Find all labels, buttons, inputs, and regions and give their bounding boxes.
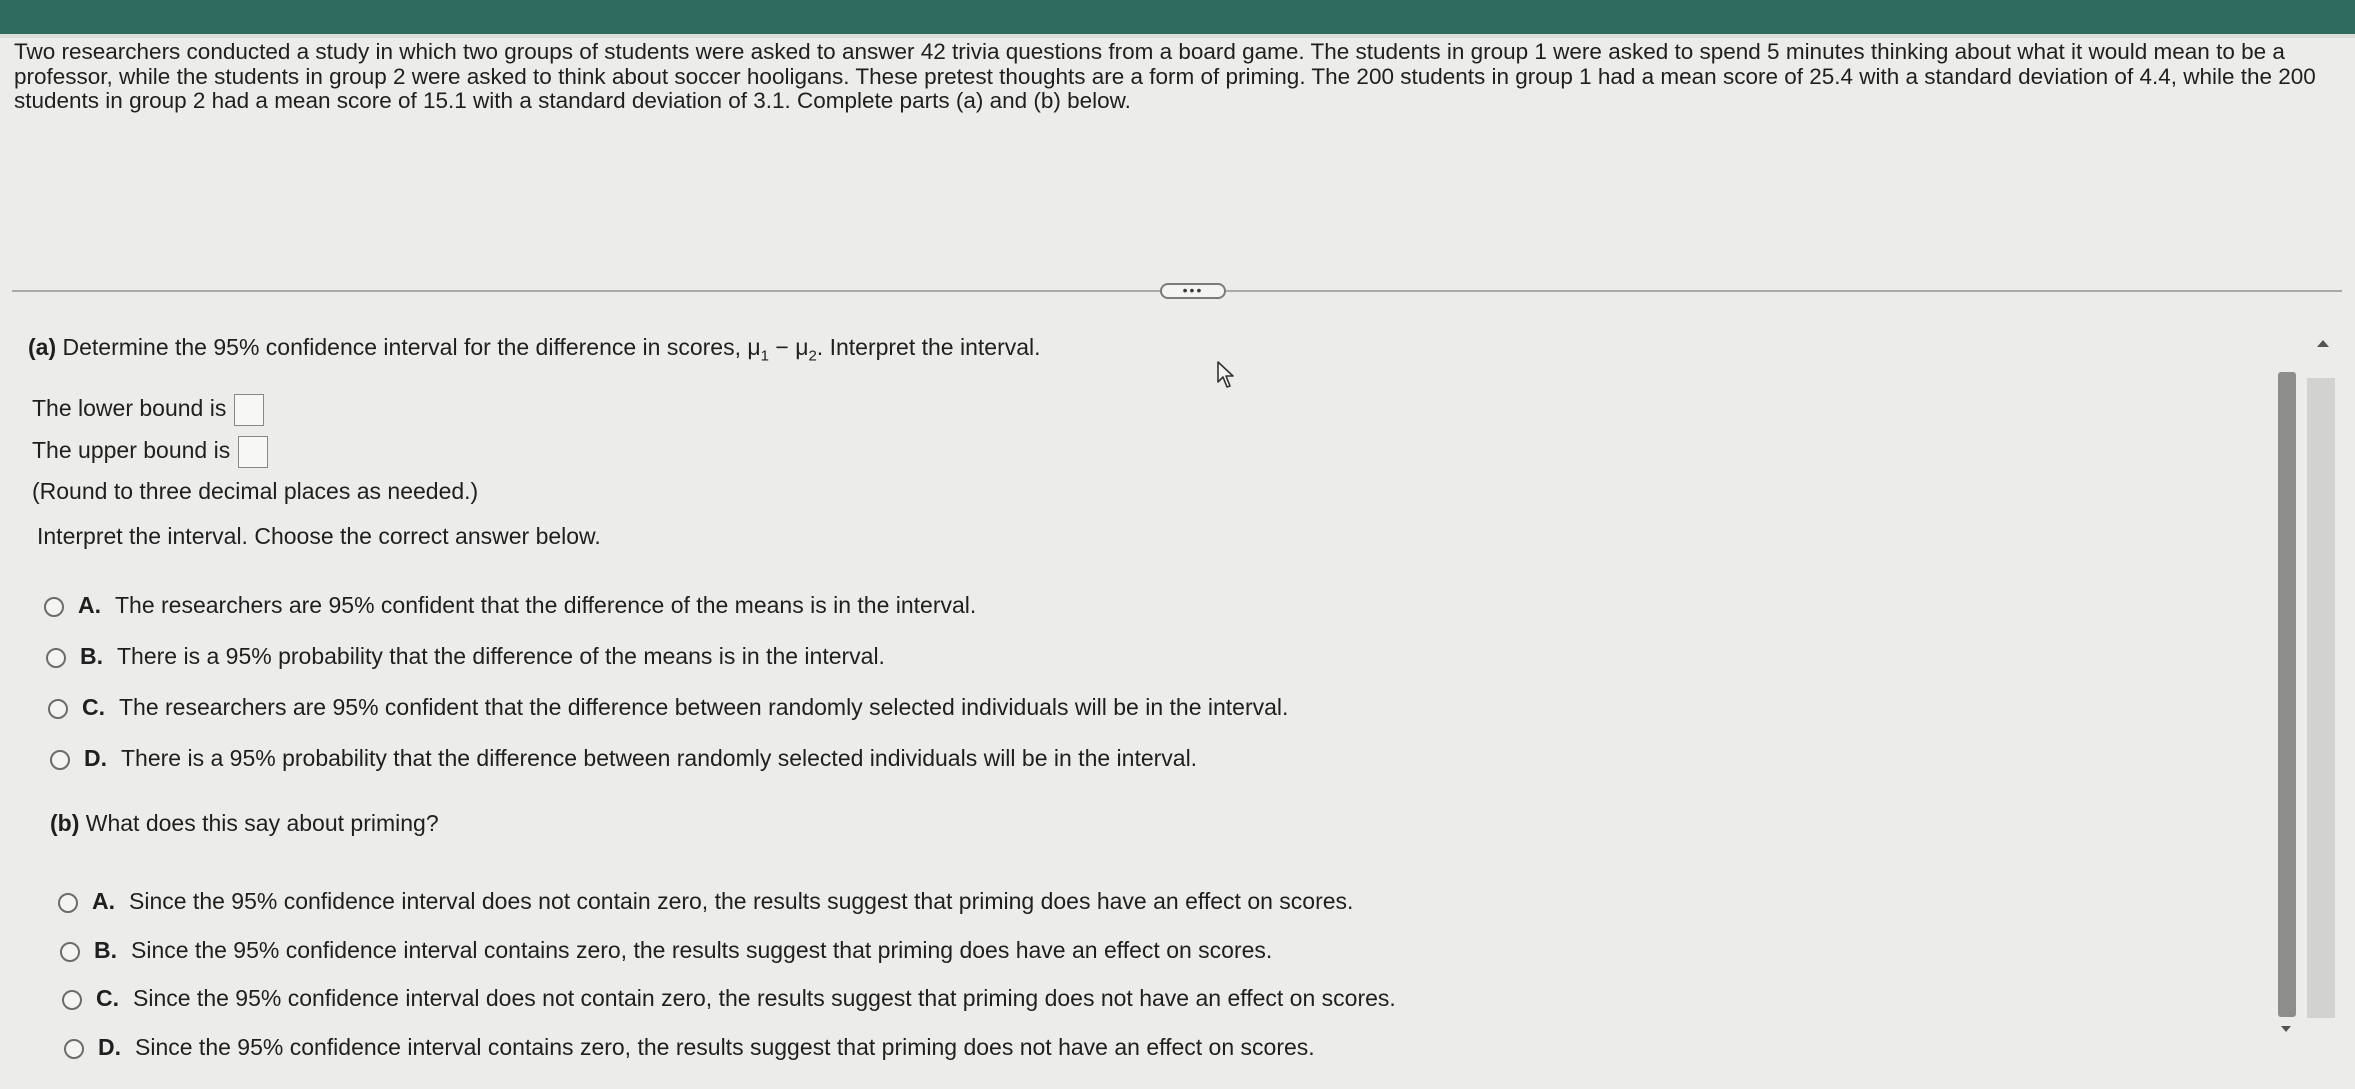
scroll-up-arrow-icon[interactable]: [2317, 340, 2329, 347]
upper-bound-label: The upper bound is: [32, 437, 231, 464]
part-b-label: (b): [50, 810, 80, 836]
part-a-label: (a): [28, 334, 57, 360]
radio-button[interactable]: [48, 699, 68, 719]
radio-button[interactable]: [46, 648, 66, 668]
part-b-question-text: What does this say about priming?: [85, 810, 439, 836]
upper-bound-row: [32, 436, 268, 468]
part-b-question: [50, 810, 439, 836]
part-b-option-c[interactable]: C. Since the 95% confidence interval does not contain zero, the results suggest that priming does not have an effect on scores.: [62, 985, 1396, 1011]
radio-button[interactable]: [64, 1039, 84, 1059]
part-a-option-c[interactable]: C. The researchers are 95% confident that the difference between randomly selected individuals will be in the interval.: [48, 694, 1288, 720]
part-b-option-b[interactable]: B. Since the 95% confidence interval contains zero, the results suggest that priming does have an effect on scores.: [60, 937, 1272, 963]
mu1-symbol: $\mu_1$: [747, 334, 769, 365]
problem-statement: Two researchers conducted a study in which two groups of students were asked to answer 42 trivia questions from a board game. The students in group 1 were asked to spend 5 minutes thinking about what it would mean to be a professor, while the students in group 2 were asked to think about soccer hooligans. These pretest thoughts are a form of priming. The 200 students in group 1 had a mean score of 25.4 with a standard deviation of 4.4, while the 200 students in group 2 had a mean score of 15.1 with a standard deviation of 3.1. Complete parts (a) and (b) below.: [14, 39, 2316, 113]
round-note: (Round to three decimal places as needed.): [32, 478, 479, 504]
scrollbar-track[interactable]: [2307, 378, 2335, 1018]
radio-button[interactable]: [62, 990, 82, 1010]
radio-button[interactable]: [50, 750, 70, 770]
radio-button[interactable]: [60, 942, 80, 962]
app-header-bar: [0, 0, 2355, 34]
lower-bound-row: [32, 394, 264, 426]
lower-bound-label: The lower bound is: [32, 395, 227, 422]
mu2-symbol: $\mu_2$: [795, 334, 817, 365]
scrollbar-thumb[interactable]: [2278, 372, 2296, 1017]
minus-sign: −: [768, 334, 796, 360]
upper-bound-input[interactable]: [238, 436, 268, 468]
part-a-question-text: Determine the 95% confidence interval for the difference in scores,: [62, 334, 748, 360]
part-a-option-d[interactable]: D. There is a 95% probability that the difference between randomly selected individuals will be in the interval.: [50, 745, 1197, 771]
lower-bound-input[interactable]: [234, 394, 264, 426]
interpret-prompt: Interpret the interval. Choose the correct answer below.: [37, 523, 601, 549]
part-b-option-a[interactable]: A. Since the 95% confidence interval does not contain zero, the results suggest that priming does have an effect on scores.: [58, 888, 1353, 914]
part-a-option-b[interactable]: B. There is a 95% probability that the difference of the means is in the interval.: [46, 643, 885, 669]
part-a-question: [28, 334, 1041, 370]
radio-button[interactable]: [44, 597, 64, 617]
scroll-down-arrow-icon[interactable]: [2281, 1026, 2291, 1032]
mouse-pointer-icon: [1215, 360, 1239, 390]
header-shadow: [0, 34, 2355, 38]
part-a-option-a[interactable]: A. The researchers are 95% confident that the difference of the means is in the interval.: [44, 592, 976, 618]
radio-button[interactable]: [58, 893, 78, 913]
part-a-question-end: . Interpret the interval.: [816, 334, 1041, 360]
expand-more-button[interactable]: •••: [1160, 283, 1226, 299]
part-b-option-d[interactable]: D. Since the 95% confidence interval contains zero, the results suggest that priming does not have an effect on scores.: [64, 1034, 1315, 1060]
